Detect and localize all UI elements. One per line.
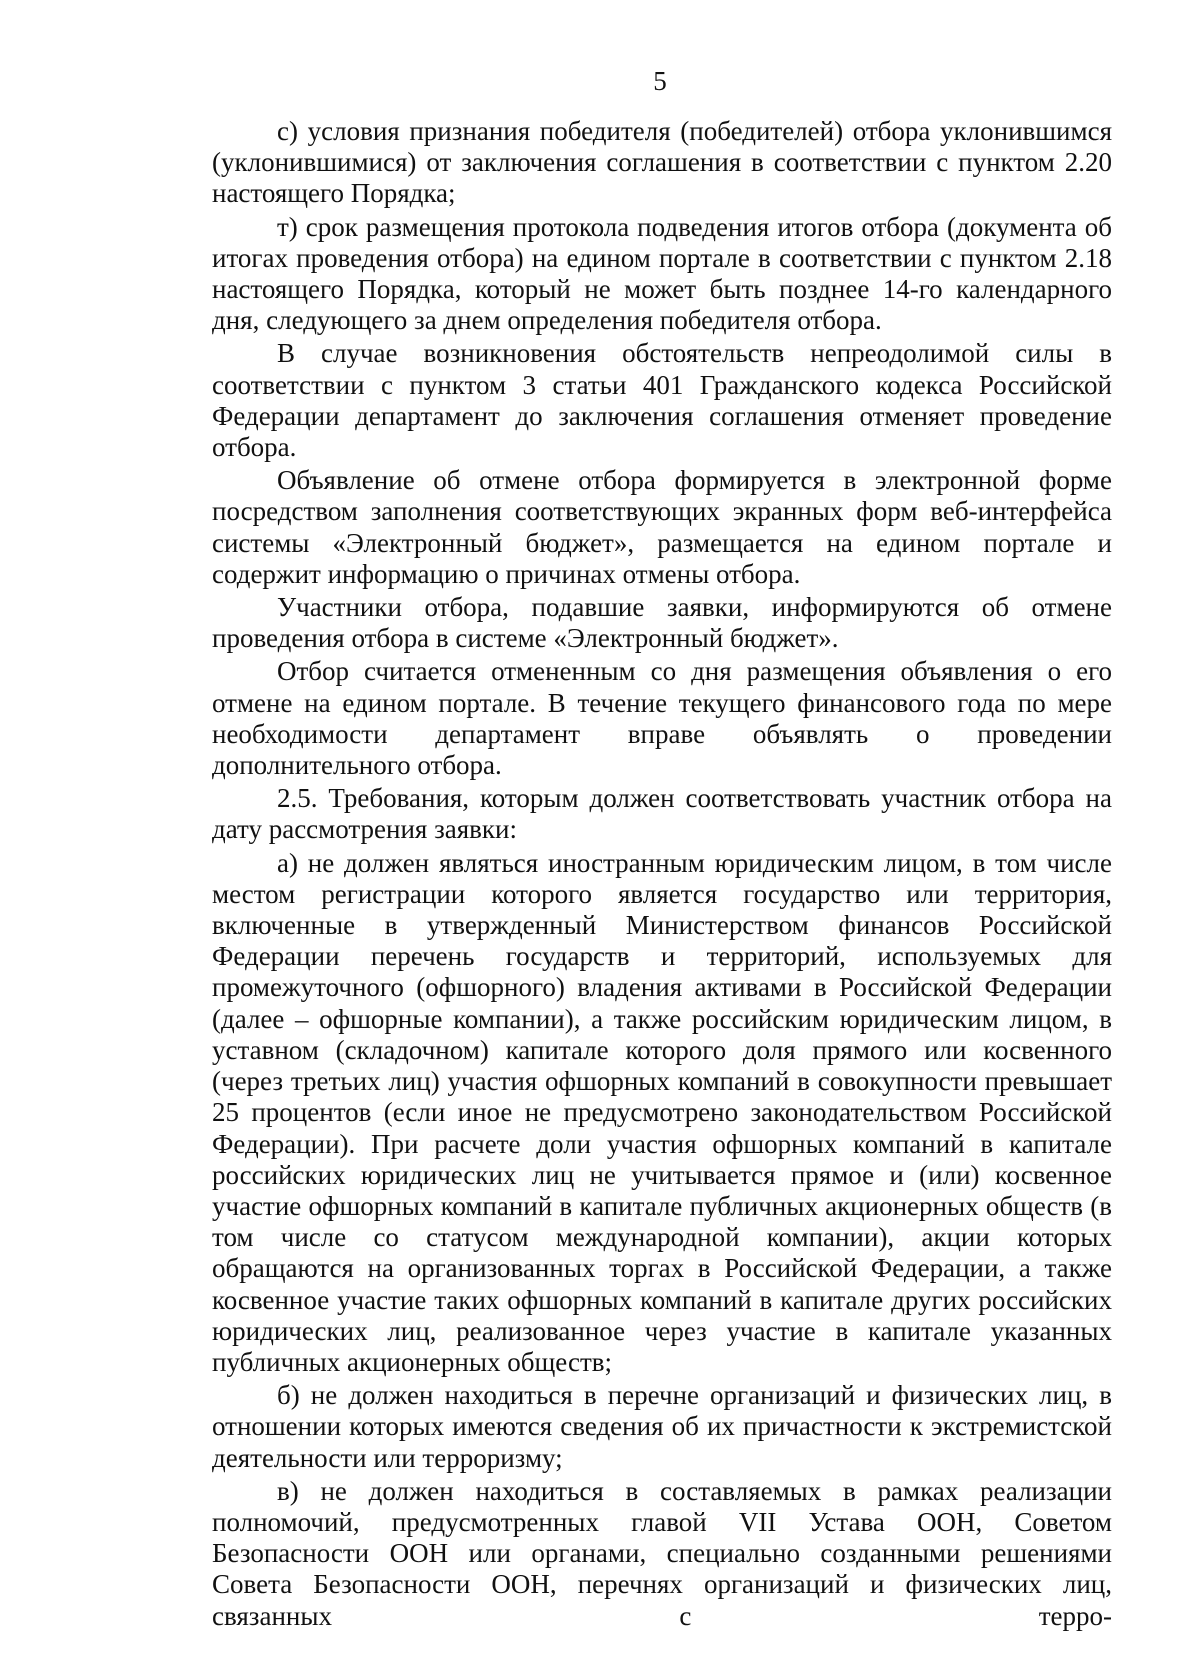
paragraph-item-s: с) условия признания победителя (победителей) отбора уклонившимся (уклонившимися) от заключения соглашения в соответствии с пунктом 2.20 настоящего Порядка; [212, 116, 1112, 209]
paragraph-force-majeure: В случае возникновения обстоятельств непреодолимой силы в соответствии с пунктом 3 статьи 401 Гражданского кодекса Российской Федерации департамент до заключения соглашения отменяет проведение отбора. [212, 338, 1112, 463]
paragraph-selection-cancelled: Отбор считается отмененным со дня размещения объявления о его отмене на едином портале. В течение текущего финансового года по мере необходимости департамент вправе объявлять о проведении дополнительного отбора. [212, 656, 1112, 781]
document-body [212, 116, 1112, 1634]
paragraph-participants-informed: Участники отбора, подавшие заявки, информируются об отмене проведения отбора в системе «Электронный бюджет». [212, 592, 1112, 654]
paragraph-requirement-b: б) не должен находиться в перечне организаций и физических лиц, в отношении которых имеются сведения об их причастности к экстремистской деятельности или терроризму; [212, 1380, 1112, 1473]
paragraph-requirement-v: в) не должен находиться в составляемых в рамках реализации полномочий, предусмотренных главой VII Устава ООН, Советом Безопасности ООН или органами, специально созданными решениями Совета Безопасности ООН, перечнях организаций и физических лиц, связанных с терро- [212, 1475, 1112, 1631]
paragraph-section-2-5: 2.5. Требования, которым должен соответствовать участник отбора на дату рассмотрения заявки: [212, 783, 1112, 845]
paragraph-item-t: т) срок размещения протокола подведения итогов отбора (документа об итогах проведения отбора) на едином портале в соответствии с пунктом 2.18 настоящего Порядка, который не может быть позднее 14-го календарного дня, следующего за днем определения победителя отбора. [212, 211, 1112, 336]
paragraph-cancellation-notice: Объявление об отмене отбора формируется в электронной форме посредством заполнения соответствующих экранных форм веб-интерфейса системы «Электронный бюджет», размещается на едином портале и содержит информацию о причинах отмены отбора. [212, 465, 1112, 589]
paragraph-requirement-a: а) не должен являться иностранным юридическим лицом, в том числе местом регистрации которого является государство или территория, включенные в утвержденный Министерством финансов Российской Федерации перечень государств и территорий, используемых для промежуточного (офшорного) владения активами в Российской Федерации (далее – офшорные компании), а также российским юридическим лицом, в уставном (складочном) капитале которого доля прямого или косвенного (через третьих лиц) участия офшорных компаний в совокупности превышает 25 процентов (если иное не предусмотрено законодательством Российской Федерации). При расчете доли участия офшорных компаний в капитале российских юридических лиц не учитывается прямое и (или) косвенное участие офшорных компаний в капитале публичных акционерных обществ (в том числе со статусом международной компании), акции которых обращаются на организованных торгах в Российской Федерации, а также косвенное участие таких офшорных компаний в капитале других российских юридических лиц, реализованное через участие в капитале указанных публичных акционерных обществ; [212, 847, 1112, 1377]
page-number: 5 [653, 66, 667, 96]
